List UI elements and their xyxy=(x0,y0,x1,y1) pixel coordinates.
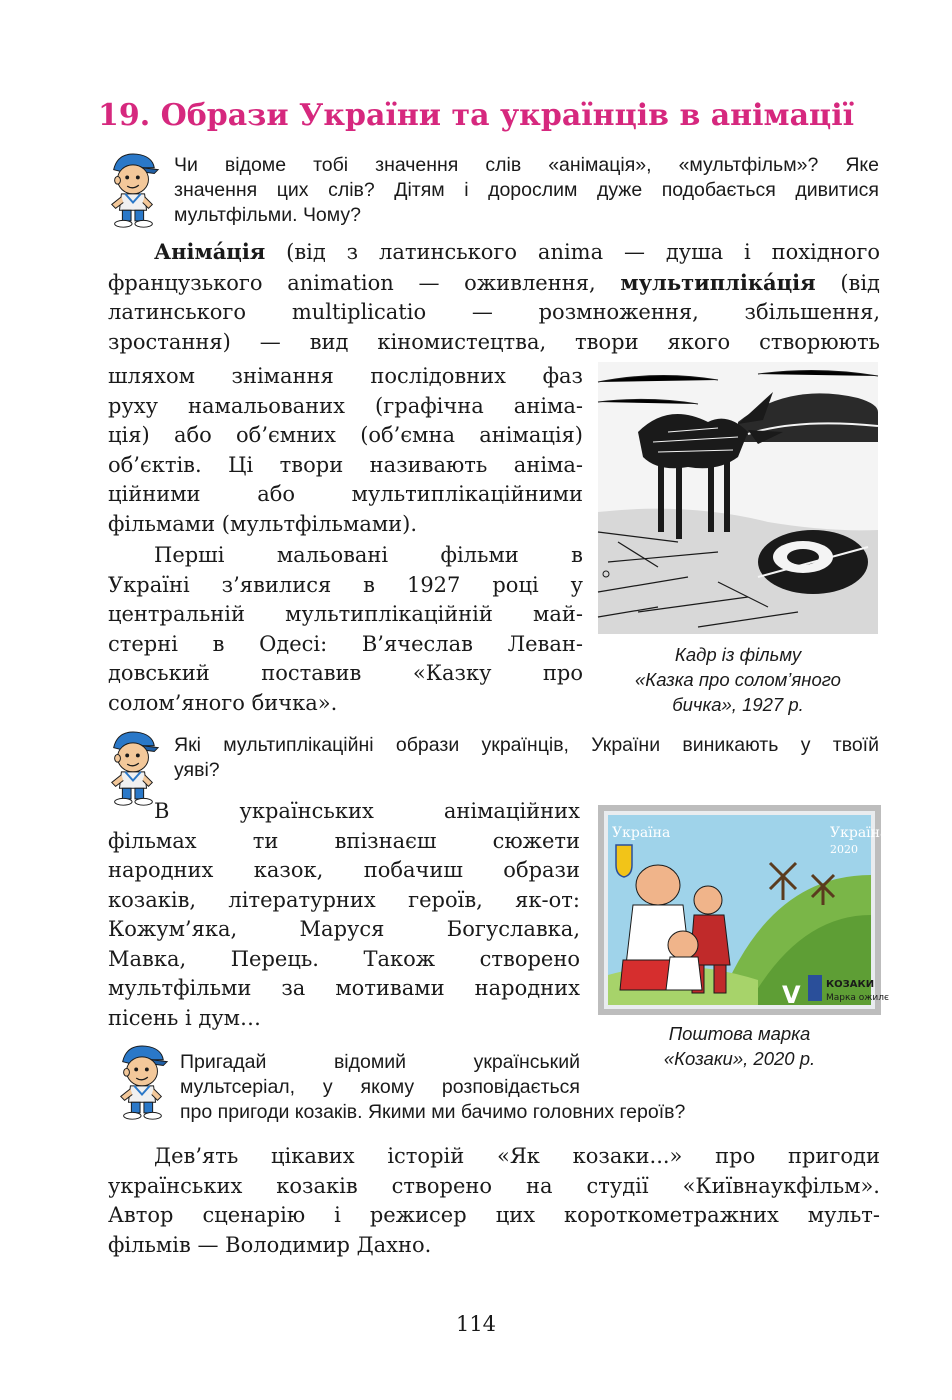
paragraph-line: солом’яного бичка». xyxy=(108,690,338,715)
paragraph-line: французького animation — оживлення, мультиплiка́ція (від xyxy=(108,269,880,295)
question-line: уяві? xyxy=(174,759,220,781)
paragraph-line: народних казок, побачиш образи xyxy=(108,858,580,882)
paragraph-line: козаків, літературних героїв, як-от: xyxy=(108,887,580,912)
paragraph-line: пісень і дум… xyxy=(108,1005,262,1030)
paragraph-line: Дев’ять цікавих історій «Як козаки...» про пригоди xyxy=(154,1144,880,1168)
caption-line: «Казка про солом’яного xyxy=(635,669,841,690)
paragraph-line: Кожум’яка, Маруся Богуславка, xyxy=(108,917,580,941)
question-line: мультфільми. Чому? xyxy=(174,204,362,226)
caption-line: Поштова марка xyxy=(668,1023,811,1044)
trident-icon xyxy=(616,845,632,877)
paragraph-line: українських козаків створено на студії «Київнаукфільм». xyxy=(108,1173,880,1198)
paragraph-line: ція) або об’ємних (об’ємна анімація) xyxy=(108,423,583,447)
mascot-icon xyxy=(113,1040,171,1126)
paragraph-line: фільмами (мультфільмами). xyxy=(108,511,418,536)
paragraph-line: мультфільми за мотивами народних xyxy=(108,976,580,1000)
paragraph-line: зростання) — вид кіномистецтва, твори якого створюють xyxy=(108,329,880,354)
stamp-year: 2020 xyxy=(830,843,858,856)
stamp-country-right: Україна xyxy=(830,825,889,841)
paragraph-line: шляхом знімання послідовних фаз xyxy=(108,364,583,388)
term-multiplication: мультиплiка́ція xyxy=(620,269,816,295)
series-paragraph xyxy=(108,1142,880,1260)
page-number: 114 xyxy=(455,1312,497,1336)
paragraph-line: фільмах ти впізнаєш сюжети xyxy=(108,828,580,853)
question-block-3 xyxy=(180,1050,580,1100)
question-line: мультсеріал, у якому розповідається xyxy=(180,1076,580,1098)
paragraph-line: стерні в Одесі: В’ячеслав Леван- xyxy=(108,631,583,656)
question-line: Чи відоме тобі значення слів «анімація», «мультфільм»? Яке xyxy=(174,154,879,176)
mascot-icon xyxy=(104,148,162,234)
paragraph-line: латинського multiplicatio — розмноження, збільшення, xyxy=(108,300,880,324)
question-block-3-end xyxy=(180,1100,880,1125)
paragraph-line: Мавка, Перець. Також створено xyxy=(108,946,580,971)
paragraph-line: довський поставив «Казку про xyxy=(108,661,583,685)
paragraph-line: центральній мультиплікаційній май- xyxy=(108,602,583,626)
cartoon-paragraph xyxy=(108,797,580,1033)
paragraph-line: Автор сценарію і режисер цих короткометражних мульт- xyxy=(108,1203,880,1227)
caption-line: Кадр із фільму xyxy=(674,644,802,665)
term-animation: Аніма́ція xyxy=(154,239,266,264)
paragraph-line: Аніма́ція (від з латинського anima — душа і похідного xyxy=(154,239,880,264)
paragraph-line: об’єктів. Ці твори називають аніма- xyxy=(108,452,583,477)
paragraph-line: Україні з’явилися в 1927 році у xyxy=(108,572,583,597)
paragraph-line: ційними або мультиплікаційними xyxy=(108,482,583,506)
page-title: 19. Образи України та українців в анімації xyxy=(97,98,854,133)
question-line: значення цих слів? Дітям і дорослим дуже подобається дивитися xyxy=(174,179,879,201)
question-line: Які мультиплікаційні образи українців, України виникають у твоїй xyxy=(174,734,879,756)
paragraph-line: фільмів — Володимир Дахно. xyxy=(108,1232,432,1257)
stamp-caption xyxy=(598,1021,881,1071)
caption-line: «Козаки», 2020 р. xyxy=(663,1048,816,1069)
stamp-country-left: Україна xyxy=(612,825,671,841)
question-line: Пригадай відомий український xyxy=(180,1051,580,1073)
film-still-image xyxy=(598,362,878,634)
postage-stamp-image xyxy=(598,805,889,1015)
question-line: про пригоди козаків. Якими ми бачимо головних героїв? xyxy=(180,1101,686,1123)
question-block-1 xyxy=(174,153,879,228)
paragraph-line: руху намальованих (графічна аніма- xyxy=(108,393,583,418)
stamp-value: V xyxy=(782,981,801,1009)
caption-line: бичка», 1927 р. xyxy=(672,694,804,715)
stamp-series: КОЗАКИ xyxy=(826,979,875,990)
film-still-caption xyxy=(598,642,878,717)
definition-paragraph-continued xyxy=(108,362,583,539)
definition-paragraph xyxy=(108,237,880,357)
paragraph-line: Перші мальовані фільми в xyxy=(154,543,583,567)
history-paragraph xyxy=(108,541,583,718)
question-block-2 xyxy=(174,733,879,783)
stamp-tag: Марка ожилє xyxy=(826,993,889,1003)
paragraph-line: В українських анімаційних xyxy=(154,799,580,823)
